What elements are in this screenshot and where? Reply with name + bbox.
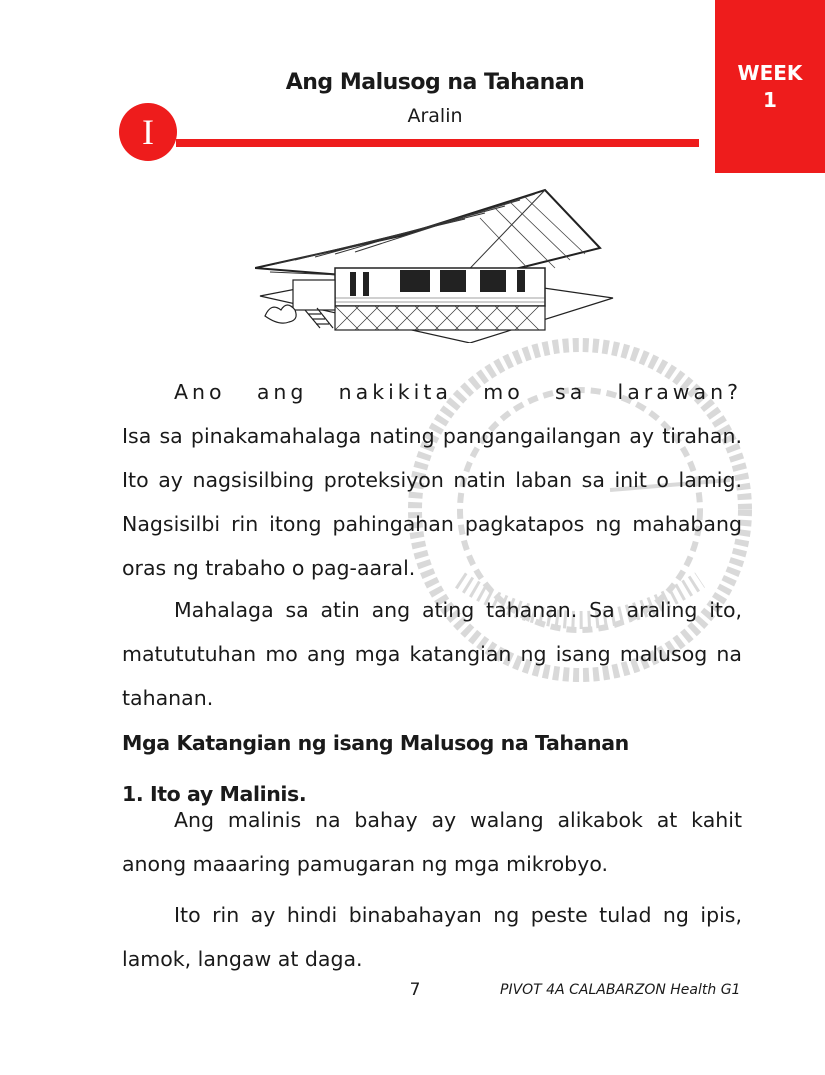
question-word: sa xyxy=(555,380,587,404)
page-subtitle: Aralin xyxy=(407,105,463,127)
week-label: WEEK xyxy=(737,61,803,85)
page-number: 7 xyxy=(409,980,421,1000)
item1-heading: 1. Ito ay Malinis. xyxy=(122,782,307,806)
item1-paragraph-1: Ang malinis na bahay ay walang alikabok at kahit anong maaaring pamugaran ng mga mikrobyo. xyxy=(122,808,742,876)
footer-label: PIVOT 4A CALABARZON Health G1 xyxy=(500,982,741,998)
question-word: mo xyxy=(483,380,524,404)
item1-paragraph-2: Ito rin ay hindi binabahayan ng peste tulad ng ipis, lamok, langaw at daga. xyxy=(122,903,742,971)
intro-paragraph-body: Isa sa pinakamahalaga nating pangangailangan ay tirahan. Ito ay nagsisilbing proteksiyon natin laban sa init o lamig. Nagsisilbi rin itong pahingahan pagkatapos ng mahabang oras ng trabaho o pag-aaral. xyxy=(122,424,742,580)
page-title: Ang Malusog na Tahanan xyxy=(285,70,585,95)
lesson-paragraph: Mahalaga sa atin ang ating tahanan. Sa araling ito, matututuhan mo ang mga katangian ng isang malusog na tahanan. xyxy=(122,598,742,710)
week-tab xyxy=(715,0,825,173)
question-word: ang xyxy=(256,380,308,404)
question-word: larawan? xyxy=(617,380,742,404)
week-number: 1 xyxy=(763,88,777,112)
question-word: nakikita xyxy=(338,380,452,404)
title-divider xyxy=(176,139,699,147)
question-word: Ano xyxy=(174,380,226,404)
intro-question xyxy=(122,370,742,414)
nipa-hut-illustration xyxy=(255,188,615,343)
intro-paragraph xyxy=(122,370,742,590)
section-heading: Mga Katangian ng isang Malusog na Tahanan xyxy=(122,731,629,755)
section-badge: I xyxy=(119,103,177,161)
